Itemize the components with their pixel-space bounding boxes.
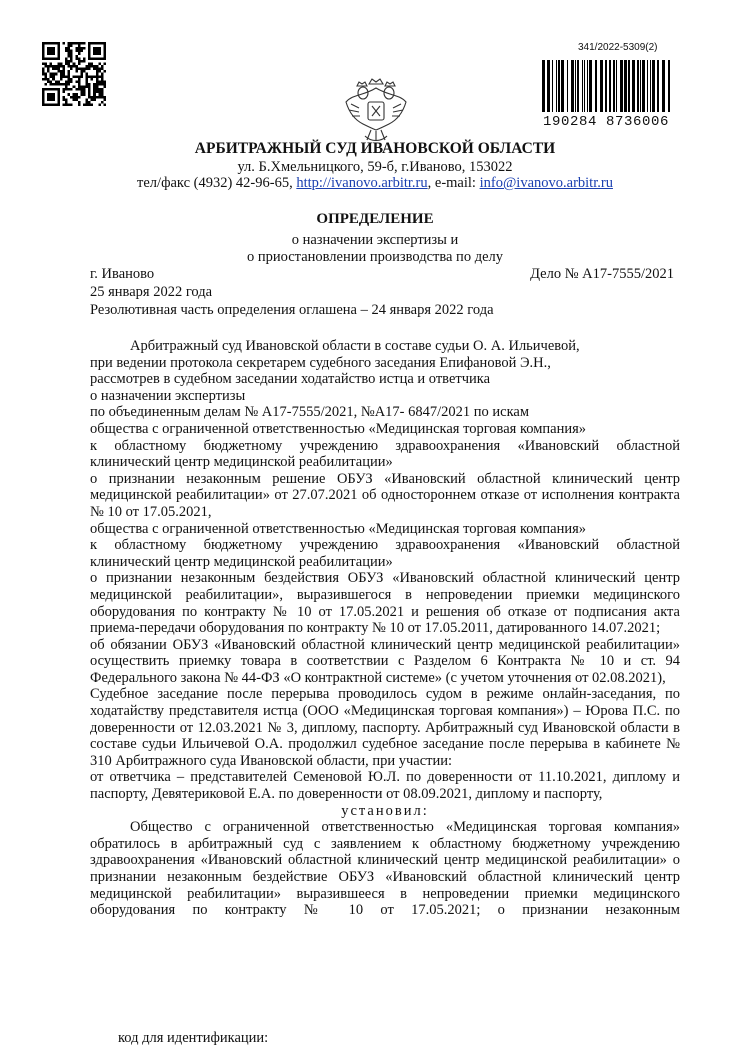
phone-fax: тел/факс (4932) 42-96-65, (137, 175, 297, 191)
body-paragraph: рассмотрев в судебном заседании ходатайство истца и ответчика (90, 371, 491, 388)
document-body (90, 338, 680, 919)
court-address: ул. Б.Хмельницкого, 59-б, г.Иваново, 153022 (237, 159, 513, 175)
body-paragraph: Общество с ограниченной ответственностью «Медицинская торговая компания» обратилось в арбитражный суд с заявлением к областному бюджетному учреждению здравоохранения «Ивановский областной клинический центр медицинской реабилитации» о признании незаконным бездействие ОБУЗ «Ивановский областной клинический центр медицинской реабилитации» выразившееся в непроведении приемки медицинского оборудования по контракту № 10 от 17.05.2021; о признании незаконным (90, 819, 680, 919)
website-link[interactable]: http://ivanovo.arbitr.ru (296, 175, 428, 191)
resolution-note: Резолютивная часть определения оглашена – 24 января 2022 года (90, 302, 494, 318)
barcode (540, 60, 672, 116)
document-subject-line-2: о приостановлении производства по делу (246, 249, 503, 265)
body-paragraph: об обязании ОБУЗ «Ивановский областной клинический центр медицинской реабилитации» осуществить приемку товара в соответствии с Разделом 6 Контракта № 10 и ст. 94 Федерального закона № 44-ФЗ «О контрактной системе» (с учетом уточнения от 02.08.2021), (90, 636, 680, 686)
body-paragraph: Арбитражный суд Ивановской области в составе судьи О. А. Ильичевой, (130, 338, 580, 354)
barcode-digits: 190284 8736006 (542, 114, 670, 130)
case-number: Дело № А17-7555/2021 (530, 266, 674, 282)
document-type-title: ОПРЕДЕЛЕНИЕ (316, 211, 434, 227)
court-name: АРБИТРАЖНЫЙ СУД ИВАНОВСКОЙ ОБЛАСТИ (194, 140, 556, 157)
body-paragraph: о признании незаконным бездействия ОБУЗ «Ивановский областной клинический центр медицинской реабилитации», выразившегося в непроведении приемки медицинского оборудования по контракту № 10 от 17.05.2021 и решения об отказе от подписания акта приема-передачи оборудования по контракту № 10 от 17.05.2011, датированного 14.07.2021; (90, 570, 680, 637)
body-paragraph: о назначении экспертизы (90, 387, 246, 404)
document-subject-line-1: о назначении экспертизы и (291, 232, 459, 248)
body-paragraph: о признании незаконным решение ОБУЗ «Ивановский областной клинический центр медицинской реабилитации» от 27.07.2021 об одностороннем отказе от исполнения контракта № 10 от 17.05.2021, (90, 470, 680, 520)
body-paragraph: к областному бюджетному учреждению здравоохранения «Ивановский областной клинический центр медицинской реабилитации» (90, 437, 680, 471)
email-label: , e-mail: (427, 175, 480, 191)
body-paragraph: общества с ограниченной ответственностью «Медицинская торговая компания» (90, 520, 587, 537)
body-paragraph: Судебное заседание после перерыва проводилось судом в режиме онлайн-заседания, по ходатайству представителя истца (ООО «Медицинская торговая компания») – Юрова П.С. по доверенности от 12.03.2021 № 3, диплому, паспорту. Арбитражный суд Ивановской области в составе судьи Ильичевой О.А. продолжил судебное заседание после перерыва в кабинете № 310 Арбитражного суда Ивановской области, при участии: (90, 686, 680, 769)
identification-code-label: код для идентификации: (118, 1030, 269, 1046)
city: г. Иваново (90, 266, 155, 282)
qr-code (42, 42, 106, 106)
coat-of-arms-emblem (343, 76, 409, 146)
email-link[interactable]: info@ivanovo.arbitr.ru (479, 175, 613, 191)
body-paragraph: к областному бюджетному учреждению здравоохранения «Ивановский областной клинический центр медицинской реабилитации» (90, 537, 680, 570)
body-paragraph: по объединенным делам № А17-7555/2021, №А17- 6847/2021 по искам (90, 404, 530, 421)
section-heading-established: установил: (341, 802, 429, 819)
document-reference-number: 341/2022-5309(2) (578, 42, 658, 53)
body-paragraph: от ответчика – представителей Семеновой Ю.Л. по доверенности от 11.10.2021, диплому и паспорту, Девятериковой Е.А. по доверенности от 08.09.2021, диплому и паспорту, (90, 769, 680, 803)
body-paragraph: общества с ограниченной ответственностью «Медицинская торговая компания» (90, 420, 587, 437)
document-date: 25 января 2022 года (90, 284, 213, 300)
court-contacts (0, 175, 750, 192)
body-paragraph: при ведении протокола секретарем судебного заседания Епифановой Э.Н., (90, 354, 551, 371)
